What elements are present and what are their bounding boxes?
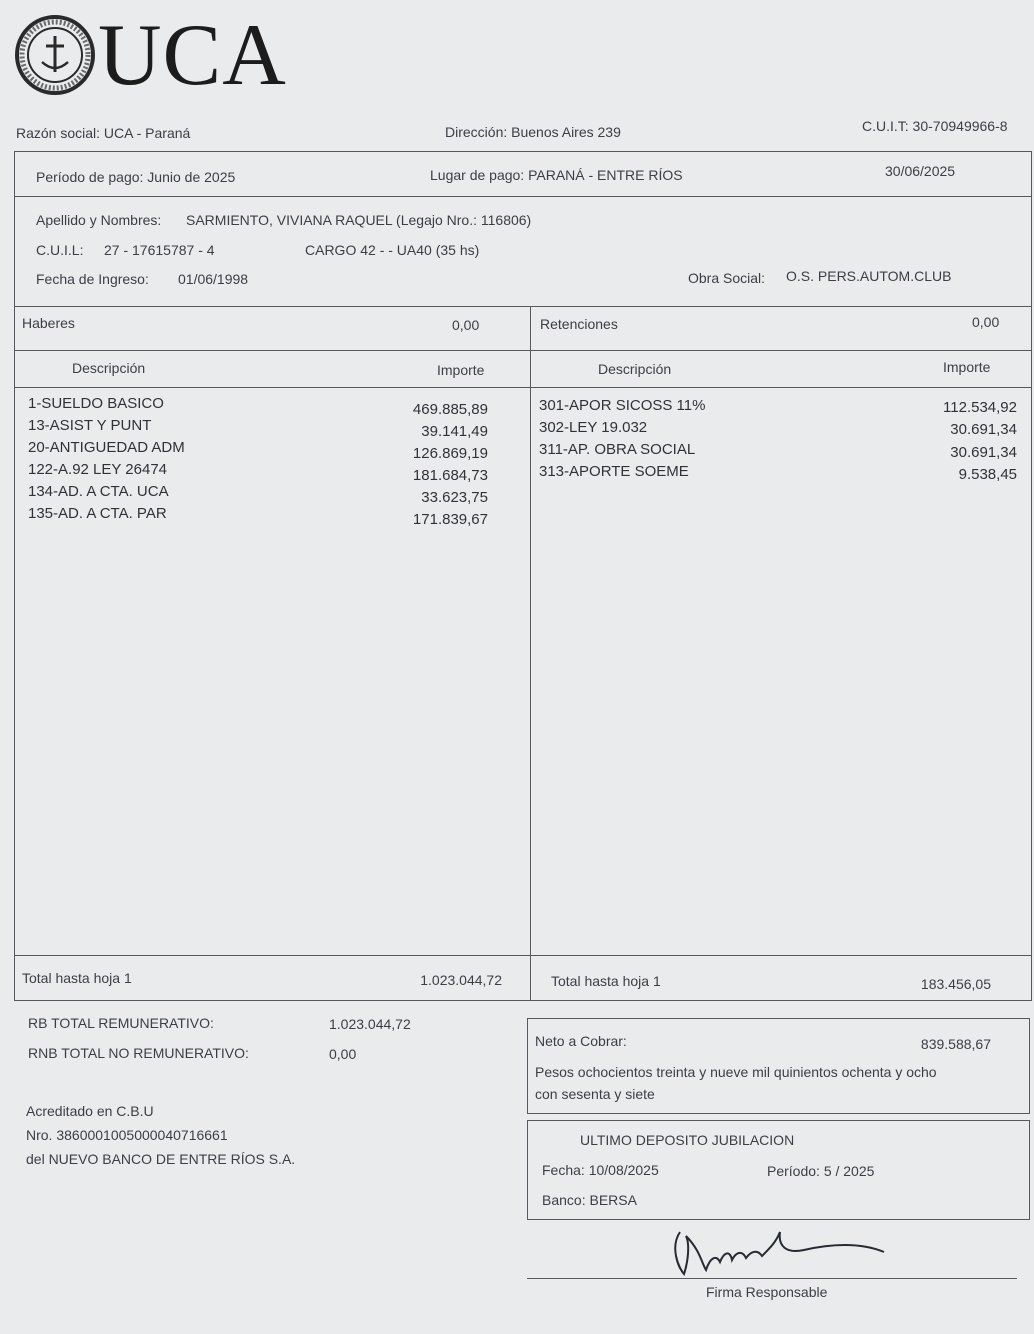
periodo-pago: Período de pago: Junio de 2025: [36, 169, 236, 185]
signature-line: [527, 1278, 1017, 1279]
signature: [640, 1222, 900, 1292]
list-item: 20-ANTIGUEDAD ADM: [28, 439, 185, 456]
direccion: Dirección: Buenos Aires 239: [445, 124, 621, 140]
fecha-pago: 30/06/2025: [885, 163, 956, 179]
neto-value: 839.588,67: [920, 1036, 991, 1052]
firma-label: Firma Responsable: [706, 1284, 828, 1300]
haberes-value: 0,00: [452, 317, 480, 333]
list-item: 301-APOR SICOSS 11%: [539, 397, 706, 414]
deposito-fecha: Fecha: 10/08/2025: [542, 1162, 659, 1178]
neto-label: Neto a Cobrar:: [535, 1033, 627, 1049]
rnb-value: 0,00: [329, 1046, 357, 1062]
neto-words-line1: Pesos ochocientos treinta y nueve mil quinientos ochenta y ocho: [535, 1064, 937, 1080]
apellido-label: Apellido y Nombres:: [36, 212, 162, 228]
list-item: 302-LEY 19.032: [539, 419, 648, 436]
list-item-amount: 30.691,34: [950, 444, 1017, 461]
cuit: C.U.I.T: 30-70949966-8: [862, 118, 1008, 134]
cuil-label: C.U.I.L:: [36, 242, 84, 258]
rb-value: 1.023.044,72: [329, 1016, 411, 1032]
retenciones-total-value: 183.456,05: [920, 976, 991, 992]
list-item-amount: 112.534,92: [943, 399, 1017, 416]
lugar-pago: Lugar de pago: PARANÁ - ENTRE RÍOS: [430, 167, 683, 183]
list-item: 13-ASIST Y PUNT: [28, 417, 152, 434]
cuil-value: 27 - 17615787 - 4: [104, 242, 215, 258]
haberes-col-importe: Importe: [437, 362, 485, 378]
list-item: 313-APORTE SOEME: [539, 463, 689, 480]
haberes-col-desc: Descripción: [72, 360, 146, 376]
list-item-amount: 126.869,19: [412, 445, 488, 462]
list-item: 122-A.92 LEY 26474: [28, 461, 168, 478]
deposito-banco: Banco: BERSA: [542, 1192, 637, 1208]
list-item: 311-AP. OBRA SOCIAL: [539, 441, 696, 458]
list-item-amount: 9.538,45: [958, 466, 1017, 483]
haberes-title: Haberes: [22, 315, 75, 331]
obra-social-label: Obra Social:: [688, 270, 766, 286]
cargo: CARGO 42 - - UA40 (35 hs): [305, 242, 480, 258]
rnb-label: RNB TOTAL NO REMUNERATIVO:: [28, 1045, 249, 1061]
cbu-line3: del NUEVO BANCO DE ENTRE RÍOS S.A.: [26, 1151, 296, 1167]
logo-text: UCA: [98, 7, 287, 104]
haberes-total-label: Total hasta hoja 1: [22, 970, 132, 986]
deposito-title: ULTIMO DEPOSITO JUBILACION: [580, 1132, 795, 1148]
list-item-amount: 469.885,89: [412, 401, 488, 418]
haberes-total-value: 1.023.044,72: [420, 972, 502, 988]
retenciones-title: Retenciones: [540, 316, 618, 332]
ingreso-value: 01/06/1998: [178, 271, 249, 287]
list-item-amount: 39.141,49: [421, 423, 488, 440]
list-item: 135-AD. A CTA. PAR: [28, 505, 167, 522]
retenciones-total-label: Total hasta hoja 1: [551, 973, 661, 989]
cbu-line2: Nro. 3860001005000040716661: [26, 1127, 228, 1143]
list-item-amount: 33.623,75: [421, 489, 488, 506]
rb-label: RB TOTAL REMUNERATIVO:: [28, 1015, 214, 1031]
razon-social: Razón social: UCA - Paraná: [16, 125, 191, 141]
retenciones-col-importe: Importe: [943, 359, 991, 375]
list-item: 134-AD. A CTA. UCA: [28, 483, 169, 500]
retenciones-value: 0,00: [972, 314, 1000, 330]
list-item-amount: 30.691,34: [950, 421, 1017, 438]
neto-words-line2: con sesenta y siete: [535, 1086, 655, 1102]
uca-seal-icon: [14, 14, 96, 96]
ingreso-label: Fecha de Ingreso:: [36, 271, 149, 287]
retenciones-col-desc: Descripción: [598, 361, 672, 377]
list-item: 1-SUELDO BASICO: [28, 395, 164, 412]
deposito-periodo: Período: 5 / 2025: [767, 1163, 875, 1179]
obra-social-value: O.S. PERS.AUTOM.CLUB: [786, 268, 952, 284]
cbu-line1: Acreditado en C.B.U: [26, 1103, 154, 1119]
list-item-amount: 181.684,73: [412, 467, 488, 484]
apellido-value: SARMIENTO, VIVIANA RAQUEL (Legajo Nro.: 116806): [186, 212, 532, 228]
list-item-amount: 171.839,67: [412, 511, 488, 528]
